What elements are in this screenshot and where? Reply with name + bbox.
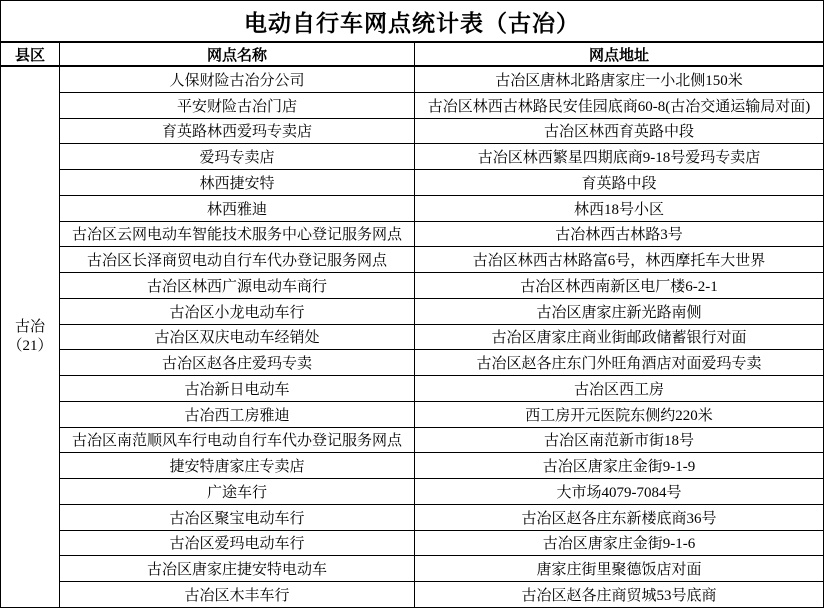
network-name-cell: 古冶区小龙电动车行 [60, 298, 415, 324]
network-address-cell: 古冶区唐家庄金街9-1-9 [415, 453, 824, 479]
network-address-cell: 古冶区林西繁星四期底商9-18号爱玛专卖店 [415, 144, 824, 170]
network-address-cell: 古冶区西工房 [415, 376, 824, 402]
table-row [1, 273, 824, 299]
table-row [1, 221, 824, 247]
column-header-region: 县区 [1, 42, 60, 66]
table-row [1, 298, 824, 324]
network-name-cell: 古冶区林西广源电动车商行 [60, 273, 415, 299]
network-name-cell: 古冶区唐家庄捷安特电动车 [60, 556, 415, 582]
page-title: 电动自行车网点统计表（古冶） [1, 1, 824, 43]
table-row [1, 376, 824, 402]
network-name-cell: 捷安特唐家庄专卖店 [60, 453, 415, 479]
network-address-cell: 古冶区唐家庄新光路南侧 [415, 298, 824, 324]
network-address-cell: 古冶区赵各庄东新楼底商36号 [415, 504, 824, 530]
title-row [1, 1, 824, 43]
network-name-cell: 古冶区赵各庄爱玛专卖 [60, 350, 415, 376]
network-name-cell: 林西雅迪 [60, 195, 415, 221]
network-name-cell: 古冶西工房雅迪 [60, 401, 415, 427]
network-address-cell: 古冶区赵各庄东门外旺角酒店对面爱玛专卖 [415, 350, 824, 376]
network-address-cell: 唐家庄街里聚德饭店对面 [415, 556, 824, 582]
table-row [1, 324, 824, 350]
network-address-cell: 古冶区林西古林路富6号，林西摩托车大世界 [415, 247, 824, 273]
network-name-cell: 古冶新日电动车 [60, 376, 415, 402]
network-name-cell: 育英路林西爱玛专卖店 [60, 118, 415, 144]
network-address-cell: 西工房开元医院东侧约220米 [415, 401, 824, 427]
table-header-row [1, 42, 824, 66]
table-row [1, 427, 824, 453]
table-row [1, 530, 824, 556]
network-name-cell: 古冶区爱玛电动车行 [60, 530, 415, 556]
table-row [1, 582, 824, 608]
table-row [1, 144, 824, 170]
network-address-cell: 育英路中段 [415, 170, 824, 196]
table-row [1, 118, 824, 144]
network-name-cell: 古冶区木丰车行 [60, 582, 415, 608]
network-name-cell: 平安财险古冶门店 [60, 92, 415, 118]
network-name-cell: 古冶区长泽商贸电动自行车代办登记服务网点 [60, 247, 415, 273]
network-address-cell: 古冶区林西育英路中段 [415, 118, 824, 144]
table-row [1, 170, 824, 196]
table-row [1, 66, 824, 92]
table-row [1, 350, 824, 376]
network-address-cell: 古冶区唐林北路唐家庄一小北侧150米 [415, 66, 824, 92]
network-address-cell: 古冶区林西南新区电厂楼6-2-1 [415, 273, 824, 299]
network-name-cell: 林西捷安特 [60, 170, 415, 196]
table-row [1, 504, 824, 530]
network-address-cell: 古冶林西古林路3号 [415, 221, 824, 247]
table-row [1, 453, 824, 479]
network-name-cell: 古冶区聚宝电动车行 [60, 504, 415, 530]
table-row [1, 479, 824, 505]
network-address-cell: 古冶区唐家庄金街9-1-6 [415, 530, 824, 556]
table-row [1, 556, 824, 582]
column-header-name: 网点名称 [60, 42, 415, 66]
network-address-cell: 大市场4079-7084号 [415, 479, 824, 505]
network-name-cell: 古冶区双庆电动车经销处 [60, 324, 415, 350]
table-row [1, 195, 824, 221]
table-row [1, 247, 824, 273]
table-row [1, 401, 824, 427]
network-address-cell: 林西18号小区 [415, 195, 824, 221]
network-name-cell: 广途车行 [60, 479, 415, 505]
network-name-cell: 古冶区南范顺风车行电动自行车代办登记服务网点 [60, 427, 415, 453]
network-name-cell: 古冶区云网电动车智能技术服务中心登记服务网点 [60, 221, 415, 247]
network-name-cell: 人保财险古冶分公司 [60, 66, 415, 92]
table-row [1, 92, 824, 118]
network-address-cell: 古冶区唐家庄商业街邮政储蓄银行对面 [415, 324, 824, 350]
region-count: （21） [7, 338, 53, 354]
network-address-cell: 古冶区林西古林路民安佳园底商60-8(古冶交通运输局对面) [415, 92, 824, 118]
network-name-cell: 爱玛专卖店 [60, 144, 415, 170]
network-address-cell: 古冶区南范新市街18号 [415, 427, 824, 453]
region-merged-cell [1, 66, 60, 608]
network-address-cell: 古冶区赵各庄商贸城53号底商 [415, 582, 824, 608]
region-name: 古冶 [14, 319, 45, 336]
column-header-address: 网点地址 [415, 42, 824, 66]
